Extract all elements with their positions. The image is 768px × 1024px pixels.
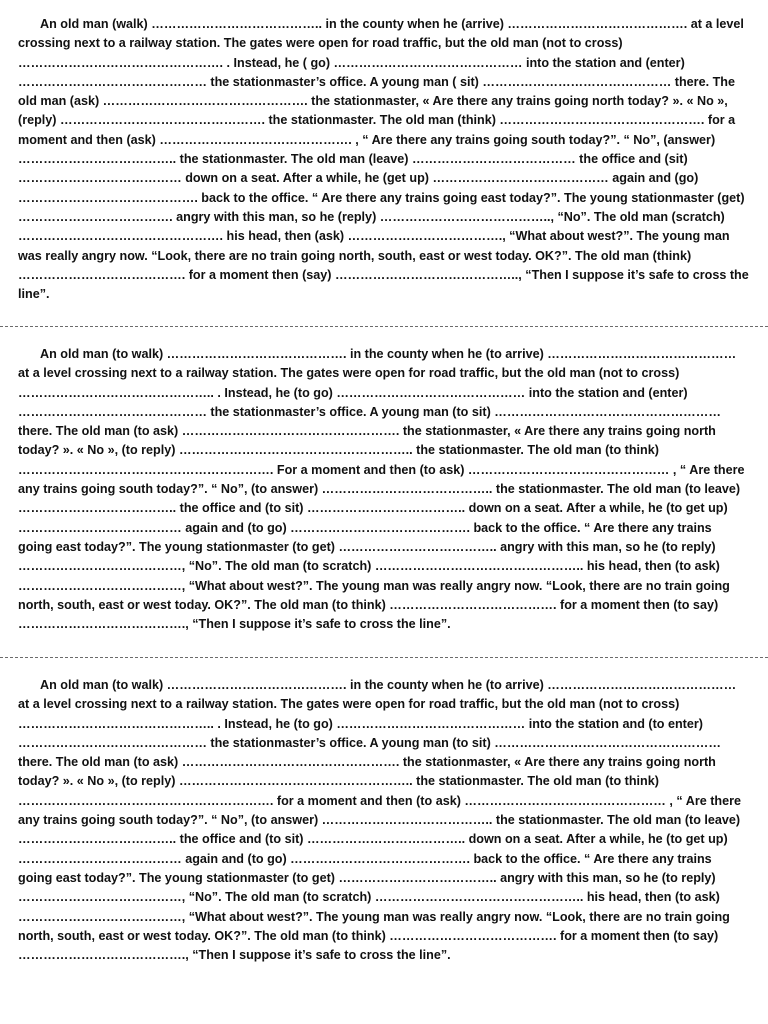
exercise-paragraph: An old man (walk) ………………………………….. in the county when he (arrive) ……………………………………. at a level crossing next to a railway station. The gates were open for road traffic, but the old man (not to cross) …………………………………………. . Instead, he ( go) ……………………………………… into the station and (enter) ……………………………………… the stationmaster’s office. A young man ( sit) ……………………………………… there. The old man (ask) …………………………………………. the stationmaster, « Are there any trains going north today? ». « No », (reply) …………………………………………. the stationmaster. The old man (think) …………………………………………. for a moment and then (ask) ………………………………………. , “ Are there any trains going south today?”. “ No”, (answer) ……………………………….. the stationmaster. The old man (leave) ………………………………… the office and (sit) ………………………………… down on a seat. After a while, he (get up) …………………………………… again and (go) ……………………………………. back to the office. “ Are there any trains going east today?”. The young stationmaster (get) ………………………………. angry with this man, so he (reply) ………………………………….., “No”. The old man (scratch) …………………………………………. his head, then (ask) ………………………………., “What about west?”. The young man was really angry now. “Look, there are no train going north, south, east or west today. OK?”. The old man (think) …………………………………. for a moment then (say) …………………………………….., “Then I suppose it’s safe to cross the line”. [18, 17, 749, 302]
exercise-paragraph: An old man (to walk) ……………………………………. in the county when he (to arrive) ……………………………………… at a level crossing next to a railway station. The gates were open for road traffic, but the old man (not to cross) ……………………………………….. . Instead, he (to go) ……………………………………… into the station and (to enter) ……………………………………… the stationmaster’s office. A young man (to sit) ……………………………………………… there. The old man (to ask) ……………………………………………. the stationmaster, « Are there any trains going north today? ». « No », (to reply) ……………………………………………….. the stationmaster. The old man (to think) ……………………………………………………. for a moment and then (to ask) ………………………………………… , “ Are there any trains going south today?”. “ No”, (to answer) ………………………………….. the stationmaster. The old man (to leave) ……………………………….. the office and (to sit) ……………………………….. down on a seat. After a while, he (to get up) ………………………………… again and (to go) ……………………………………. back to the office. “ Are there any trains going east today?”. The young stationmaster (to get) ……………………………….. angry with this man, so he (to reply) …………………………………, “No”. The old man (to scratch) ………………………………………….. his head, then (to ask) …………………………………, “What about west?”. The young man was really angry now. “Look, there are no train going north, south, east or west today. OK?”. The old man (to think) …………………………………. for a moment then (to say) …………………………………., “Then I suppose it’s safe to cross the line”. [18, 678, 742, 963]
exercise-block-3 [18, 676, 749, 965]
exercise-paragraph: An old man (to walk) ……………………………………. in the county when he (to arrive) ……………………………………… at a level crossing next to a railway station. The gates were open for road traffic, but the old man (not to cross) ……………………………………….. . Instead, he (to go) ……………………………………… into the station and (enter) ……………………………………… the stationmaster’s office. A young man (to sit) ……………………………………………… there. The old man (to ask) ……………………………………………. the stationmaster, « Are there any trains going north today? ». « No », (to reply) ……………………………………………….. the stationmaster. The old man (to think) ……………………………………………………. For a moment and then (to ask) ………………………………………… , “ Are there any trains going south today?”. “ No”, (to answer) ………………………………….. the stationmaster. The old man (to leave) ……………………………….. the office and (to sit) ……………………………….. down on a seat. After a while, he (to get up) ………………………………… again and (to go) ……………………………………. back to the office. “ Are there any trains going east today?”. The young stationmaster (to get) ……………………………….. angry with this man, so he (to reply) …………………………………, “No”. The old man (to scratch) ………………………………………….. his head, then (to ask) …………………………………, “What about west?”. The young man was really angry now. “Look, there are no train going north, south, east or west today. OK?”. The old man (to think) …………………………………. for a moment then (to say) …………………………………., “Then I suppose it’s safe to cross the line”. [18, 347, 745, 632]
exercise-block-2 [18, 345, 749, 634]
dashed-cut-line [0, 657, 768, 658]
dashed-cut-line [0, 326, 768, 327]
exercise-block-1 [18, 15, 749, 304]
